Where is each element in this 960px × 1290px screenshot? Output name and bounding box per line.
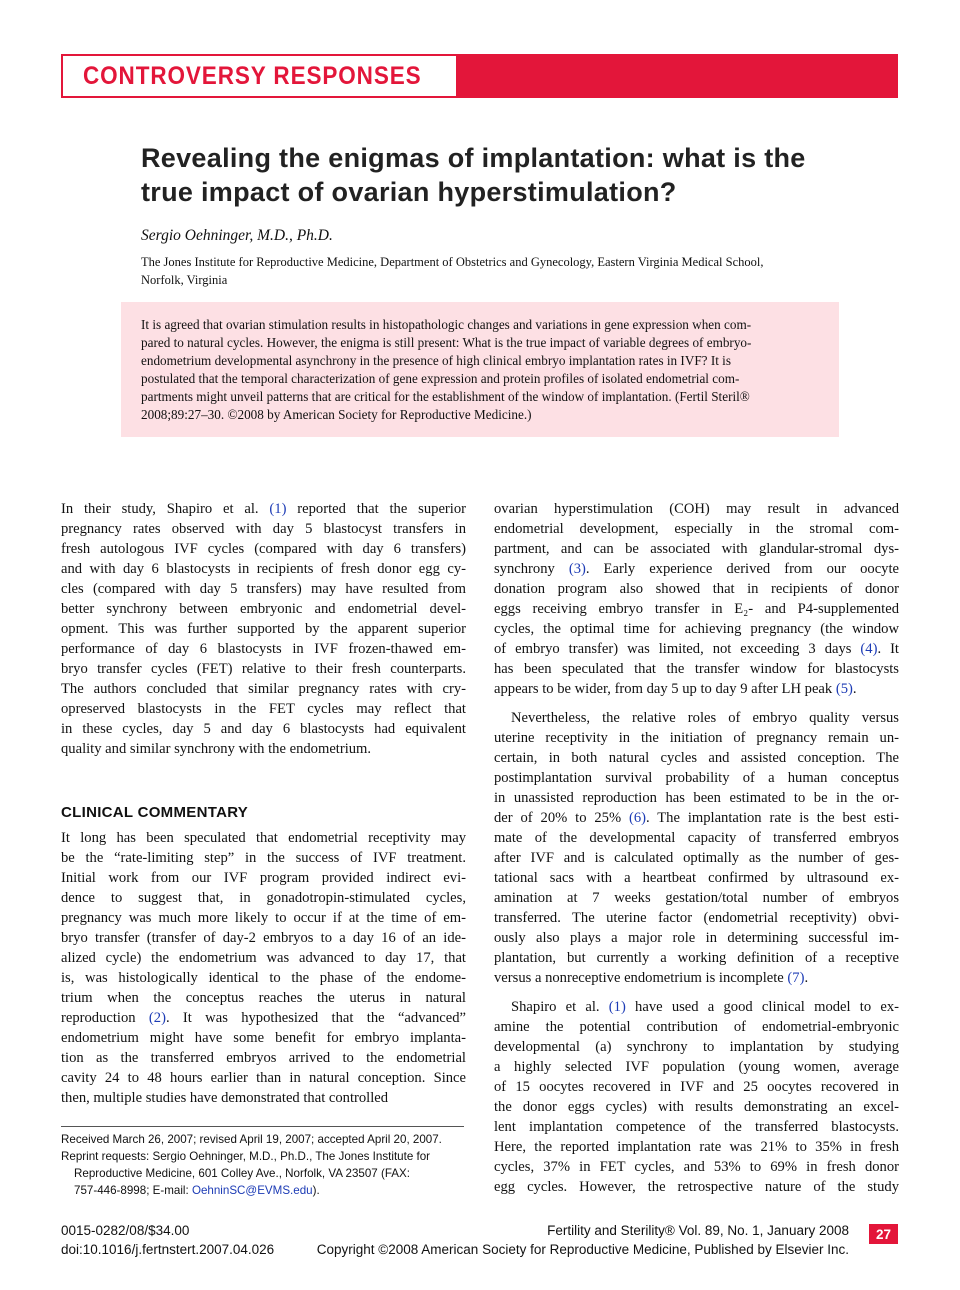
journal-citation: Fertility and Sterility® Vol. 89, No. 1, January 2008 bbox=[547, 1223, 849, 1238]
abstract-box bbox=[121, 302, 839, 437]
reprint-prefix: 757-446-8998; E-mail: bbox=[74, 1184, 192, 1197]
citation-link[interactable]: (3) bbox=[568, 561, 586, 577]
abstract-line: It is agreed that ovarian stimulation results in histopathologic changes and variations in gene expression when com- bbox=[141, 317, 752, 332]
text-line: pregnancy was much more likely to occur if at the time of em- bbox=[61, 910, 466, 926]
text-line: transferred. The uterine factor (endometrial receptivity) obvi- bbox=[494, 910, 899, 926]
text-line: better synchrony between embryonic and endometrial devel- bbox=[61, 601, 466, 617]
text-line: ovarian hyperstimulation (COH) may result in advanced bbox=[494, 501, 899, 517]
text-line: ously also plays a major role in determining successful im- bbox=[494, 930, 899, 946]
title-line: true impact of ovarian hyperstimulation? bbox=[141, 177, 677, 207]
text-line: The authors concluded that similar pregnancy rates with cry- bbox=[61, 681, 466, 697]
text-line: the donor eggs cycles) with results demonstrating an excel- bbox=[494, 1099, 899, 1115]
abstract-line: partments might unveil patterns that are critical for the establishment of the window of implantation. (Fertil Steril® bbox=[141, 389, 750, 404]
received-dates: Received March 26, 2007; revised April 19, 2007; accepted April 20, 2007. bbox=[61, 1133, 442, 1146]
citation-link[interactable]: (4) bbox=[860, 641, 878, 657]
text-line: In their study, Shapiro et al. (1) reported that the superior bbox=[61, 501, 466, 517]
text-line: be the “rate-limiting step” in the success of IVF treatment. bbox=[61, 850, 466, 866]
reprint-line: Reproductive Medicine, 601 Colley Ave., Norfolk, VA 23507 (FAX: bbox=[74, 1167, 410, 1180]
citation-link[interactable]: (1) bbox=[608, 999, 626, 1015]
text-line: cycles, 37% in FET cycles, and 53% to 69% in fresh donor bbox=[494, 1159, 899, 1175]
section-heading-clinical-commentary: CLINICAL COMMENTARY bbox=[61, 804, 249, 821]
text-line: a highly selected IVF population (young women, average bbox=[494, 1059, 899, 1075]
citation-link[interactable]: (1) bbox=[269, 501, 287, 517]
text-line: egg cycles. However, the retrospective nature of the study bbox=[494, 1179, 899, 1195]
text-line: dence to suggest that, in gonadotropin-stimulated cycles, bbox=[61, 890, 466, 906]
text-line: der of 20% to 25% (6). The implantation rate is the best esti- bbox=[494, 810, 899, 826]
text-line: mate of the developmental capacity of transferred embryos bbox=[494, 830, 899, 846]
text-line: cles (compared with day 5 transfers) may have resulted from bbox=[61, 581, 466, 597]
text-line: synchrony (3). Early experience derived from our oocyte bbox=[494, 561, 899, 577]
text-line: versus a nonreceptive endometrium is incomplete (7). bbox=[494, 970, 809, 986]
text-line: Shapiro et al. (1) have used a good clinical model to ex- bbox=[511, 999, 900, 1015]
text-line: alized cycle) the endometrium was advanced to day 17, that bbox=[61, 950, 466, 966]
citation-link[interactable]: (7) bbox=[787, 970, 805, 986]
author-name: Sergio Oehninger, M.D., Ph.D. bbox=[141, 227, 333, 244]
text-line: amine the potential contribution of endometrial-embryonic bbox=[494, 1019, 899, 1035]
text-line: of embryo transfer) was limited, not exceeding 3 days (4). It bbox=[494, 641, 899, 657]
text-line: has been speculated that the transfer window for blastocysts bbox=[494, 661, 899, 677]
text-line: performance of day 6 blastocysts in IVF frozen-thawed em- bbox=[61, 641, 466, 657]
text-line: tational sacs with a heartbeat confirmed by ultrasound ex- bbox=[494, 870, 899, 886]
text-line: cycles, the optimal time for achieving pregnancy (the window bbox=[494, 621, 899, 637]
right-paragraph-2 bbox=[494, 708, 899, 988]
text-line: after IVF and is calculated optimally as the number of ges- bbox=[494, 850, 899, 866]
text-line: lent implantation competence of the transferred blastocysts. bbox=[494, 1119, 899, 1135]
text-line: bryo transfer cycles (FET) relative to their fresh counterparts. bbox=[61, 661, 466, 677]
left-paragraph-2 bbox=[61, 828, 466, 1108]
email-link[interactable]: OehninSC@EVMS.edu bbox=[191, 1184, 313, 1197]
section-banner bbox=[61, 54, 898, 98]
abstract-line: endometrium developmental asynchrony in the presence of high clinical embryo implantation rates in IVF? It is bbox=[141, 353, 731, 368]
text-line: eggs receiving embryo transfer in E₂- and P4-supplemented bbox=[494, 601, 899, 617]
issn: 0015-0282/08/$34.00 bbox=[61, 1223, 190, 1238]
banner-label: CONTROVERSY RESPONSES bbox=[83, 61, 422, 90]
text-line: plantation, but currently a working definition of a receptive bbox=[494, 950, 899, 966]
affiliation bbox=[141, 253, 831, 289]
text-line: then, multiple studies have demonstrated that controlled bbox=[61, 1090, 389, 1106]
text-line: certain, in both natural cycles and assisted conception. The bbox=[494, 750, 899, 766]
right-paragraph-1 bbox=[494, 499, 899, 699]
text-line: of 15 oocytes recovered in IVF and 25 oocytes recovered in bbox=[494, 1079, 899, 1095]
text-line: Nevertheless, the relative roles of embryo quality versus bbox=[511, 710, 899, 726]
text-line: is, was histologically identical to the phase of the endome- bbox=[61, 970, 466, 986]
page-number: 27 bbox=[869, 1224, 898, 1244]
title-line: Revealing the enigmas of implantation: what is the bbox=[141, 143, 806, 173]
text-line: appears to be wider, from day 5 up to day 9 after LH peak (5). bbox=[494, 681, 857, 697]
text-line: pregnancy rates observed with day 5 blastocyst transfers in bbox=[61, 521, 466, 537]
footnotes bbox=[61, 1131, 466, 1199]
abstract-line: postulated that the temporal characterization of gene expression and protein profiles of isolated endometrial com- bbox=[141, 371, 740, 386]
text-line: tion as the transferred embryos arrived to the endometrial bbox=[61, 1050, 466, 1066]
text-line: postimplantation survival probability of a human conceptus bbox=[494, 770, 899, 786]
abstract-line: pared to natural cycles. However, the enigma is still present: What is the true impact of variable degrees of embryo- bbox=[141, 335, 752, 350]
text-line: opment. This was further supported by the apparent superior bbox=[61, 621, 466, 637]
text-line: Here, the reported implantation rate was 21% to 35% in fresh bbox=[494, 1139, 899, 1155]
reprint-line: Reprint requests: Sergio Oehninger, M.D., Ph.D., The Jones Institute for bbox=[61, 1150, 431, 1163]
text-line: partment, and can be associated with glandular-stromal dys- bbox=[494, 541, 899, 557]
article-title bbox=[141, 141, 841, 209]
text-line: developmental (a) synchrony to implantation by studying bbox=[494, 1039, 899, 1055]
text-line: bryo transfer (transfer of day-2 embryos to a day 16 of an ide- bbox=[61, 930, 466, 946]
copyright: Copyright ©2008 American Society for Reproductive Medicine, Published by Elsevier Inc. bbox=[316, 1242, 849, 1257]
text-line: cavity 24 to 48 hours earlier than in natural conception. Since bbox=[61, 1070, 466, 1086]
text-line: reproduction (2). It was hypothesized that the “advanced” bbox=[61, 1010, 466, 1026]
text-line: quality and similar synchrony with the endometrium. bbox=[61, 741, 372, 757]
text-line: opreserved blastocysts in the FET cycles may reflect that bbox=[61, 701, 466, 717]
text-line: in these cycles, day 5 and day 6 blastocysts had equivalent bbox=[61, 721, 466, 737]
text-line: Initial work from our IVF program provided indirect evi- bbox=[61, 870, 466, 886]
text-line: endometrium might have some benefit for embryo implanta- bbox=[61, 1030, 466, 1046]
text-line: trium when the conceptus reaches the uterus in natural bbox=[61, 990, 466, 1006]
doi: doi:10.1016/j.fertnstert.2007.04.026 bbox=[61, 1242, 275, 1257]
citation-link[interactable]: (2) bbox=[148, 1010, 166, 1026]
abstract-text bbox=[141, 316, 819, 424]
text-line: It long has been speculated that endometrial receptivity may bbox=[61, 830, 466, 846]
abstract-line: 2008;89:27–30. ©2008 by American Society for Reproductive Medicine.) bbox=[141, 407, 532, 422]
reprint-line-last bbox=[61, 1182, 466, 1199]
citation-link[interactable]: (5) bbox=[835, 681, 853, 697]
text-line: uterine receptivity in the initiation of pregnancy remain un- bbox=[494, 730, 899, 746]
left-paragraph-1 bbox=[61, 499, 466, 759]
text-line: fresh autologous IVF cycles (compared with day 6 transfers) bbox=[61, 541, 466, 557]
banner-fill bbox=[458, 54, 898, 98]
text-line: amination at 7 weeks gestation/total number of embryos bbox=[494, 890, 899, 906]
text-line: endometrial development, especially in the stromal com- bbox=[494, 521, 899, 537]
text-line: donation program also showed that in recipients of donor bbox=[494, 581, 899, 597]
banner-label-box bbox=[61, 54, 458, 98]
affiliation-line: Norfolk, Virginia bbox=[141, 273, 228, 287]
text-line: and with day 6 blastocysts in recipients of fresh donor egg cy- bbox=[61, 561, 466, 577]
citation-link[interactable]: (6) bbox=[628, 810, 647, 826]
reprint-suffix: ). bbox=[312, 1184, 320, 1197]
affiliation-line: The Jones Institute for Reproductive Medicine, Department of Obstetrics and Gynecology, Eastern Virginia Medical School, bbox=[141, 255, 764, 269]
text-line: in unassisted reproduction has been estimated to be in the or- bbox=[494, 790, 899, 806]
footnote-rule bbox=[61, 1126, 464, 1127]
right-paragraph-3 bbox=[494, 997, 899, 1197]
